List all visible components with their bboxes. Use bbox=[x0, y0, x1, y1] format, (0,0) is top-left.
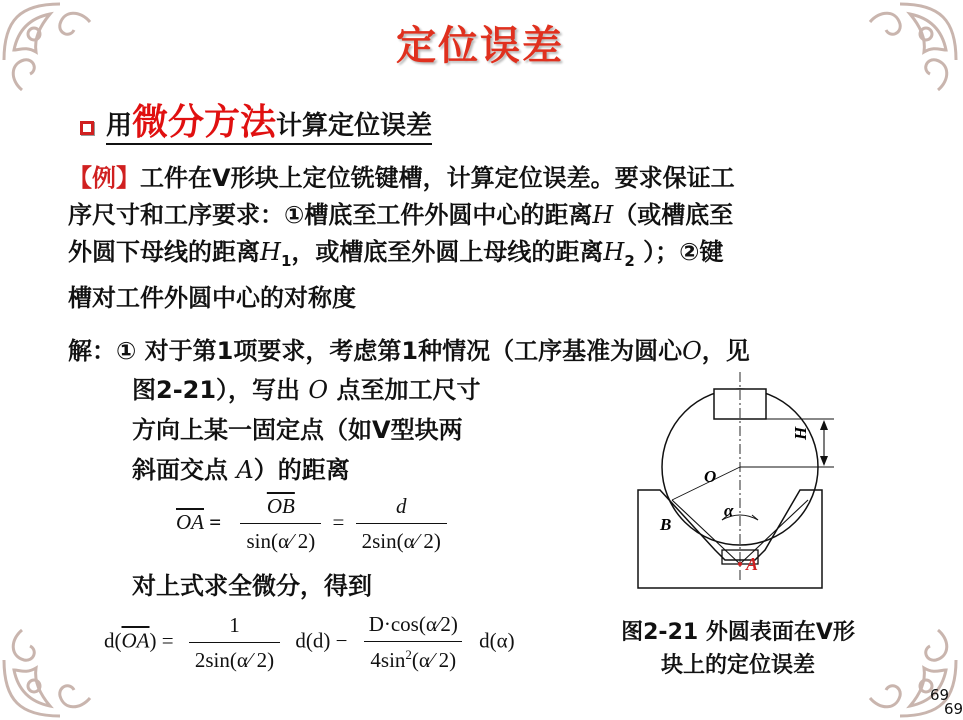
equation-differential: $d(\overline{OA})$ = $\frac{1}{2\sin(\alpha⁄ 2)}$ d(d) − $\frac{D\cdot\cos(\alpha⁄2)}{4\sin^2(\alpha⁄ 2)}$ d(α) bbox=[104, 612, 515, 672]
eq1-fraction-2: $\frac{d}{2\sin(\alpha⁄ 2)}$ bbox=[356, 494, 447, 554]
bullet-suffix: 计算定位误差 bbox=[276, 111, 433, 141]
v-block-figure bbox=[600, 370, 860, 600]
example-line-3: 外圆下母线的距离$H_1$，或槽底至外圆上母线的距离$H_2$ ）；②键 bbox=[68, 238, 724, 270]
example-line-1: 【例】工件在V形块上定位铣键槽，计算定位误差。要求保证工 bbox=[68, 164, 735, 192]
corner-ornament-bottom-left bbox=[0, 600, 120, 720]
label-a: A bbox=[746, 554, 759, 574]
example-paragraph bbox=[68, 160, 898, 317]
bullet-highlight: 微分方法 bbox=[132, 102, 277, 143]
eq2-fraction-2: $\frac{D\cdot\cos(\alpha⁄2)}{4\sin^2(\alpha⁄ 2)}$ bbox=[363, 612, 464, 673]
label-h: H bbox=[791, 426, 810, 440]
arrow-up-icon bbox=[820, 420, 828, 430]
derivative-label: 对上式求全微分，得到 bbox=[132, 572, 372, 600]
page-number-shadow: 69 bbox=[944, 700, 963, 718]
eq1-equals-2: = bbox=[332, 509, 345, 534]
point-a-dot bbox=[738, 562, 742, 566]
label-alpha: α bbox=[724, 501, 734, 520]
solution-line-4: 斜面交点 A）的距离 bbox=[132, 456, 350, 484]
bullet-prefix: 用 bbox=[106, 111, 133, 141]
example-line-2: 序尺寸和工序要求：①槽底至工件外圆中心的距离H（或槽底至 bbox=[68, 201, 734, 229]
bullet-heading bbox=[80, 104, 432, 145]
solution-line-2: 图2-21），写出 O 点至加工尺寸 bbox=[132, 376, 481, 404]
figure-caption: 图2-21 外圆表面在V形 块上的定位误差 bbox=[621, 620, 855, 678]
equation-oa bbox=[176, 494, 447, 554]
eq1-fraction-1: $\frac{\overline{OB}}{\sin(\alpha⁄ 2)}$ bbox=[240, 494, 321, 554]
solution-line-1: 解：① 对于第1项要求，考虑第1种情况（工序基准为圆心O，见 bbox=[68, 337, 750, 365]
bullet-heading-text bbox=[106, 104, 432, 145]
eq1-lhs: $\overline{OA}$ bbox=[176, 509, 204, 534]
eq1-equals: = bbox=[209, 509, 222, 534]
slide-title: 定位误差 bbox=[396, 23, 564, 69]
example-line-4: 槽对工件外圆中心的对称度 bbox=[68, 283, 356, 312]
label-o: O bbox=[704, 467, 717, 486]
label-b: B bbox=[660, 515, 672, 534]
example-tag: 【例】 bbox=[68, 164, 140, 192]
eq2-fraction-1: $\frac{1}{2\sin(\alpha⁄ 2)}$ bbox=[189, 613, 280, 673]
page-number: 69 bbox=[930, 686, 950, 704]
square-bullet-icon bbox=[80, 121, 94, 135]
solution-continuation bbox=[132, 370, 480, 490]
arrow-down-icon bbox=[820, 456, 828, 466]
solution-line-3: 方向上某一固定点（如V型块两 bbox=[132, 416, 463, 444]
